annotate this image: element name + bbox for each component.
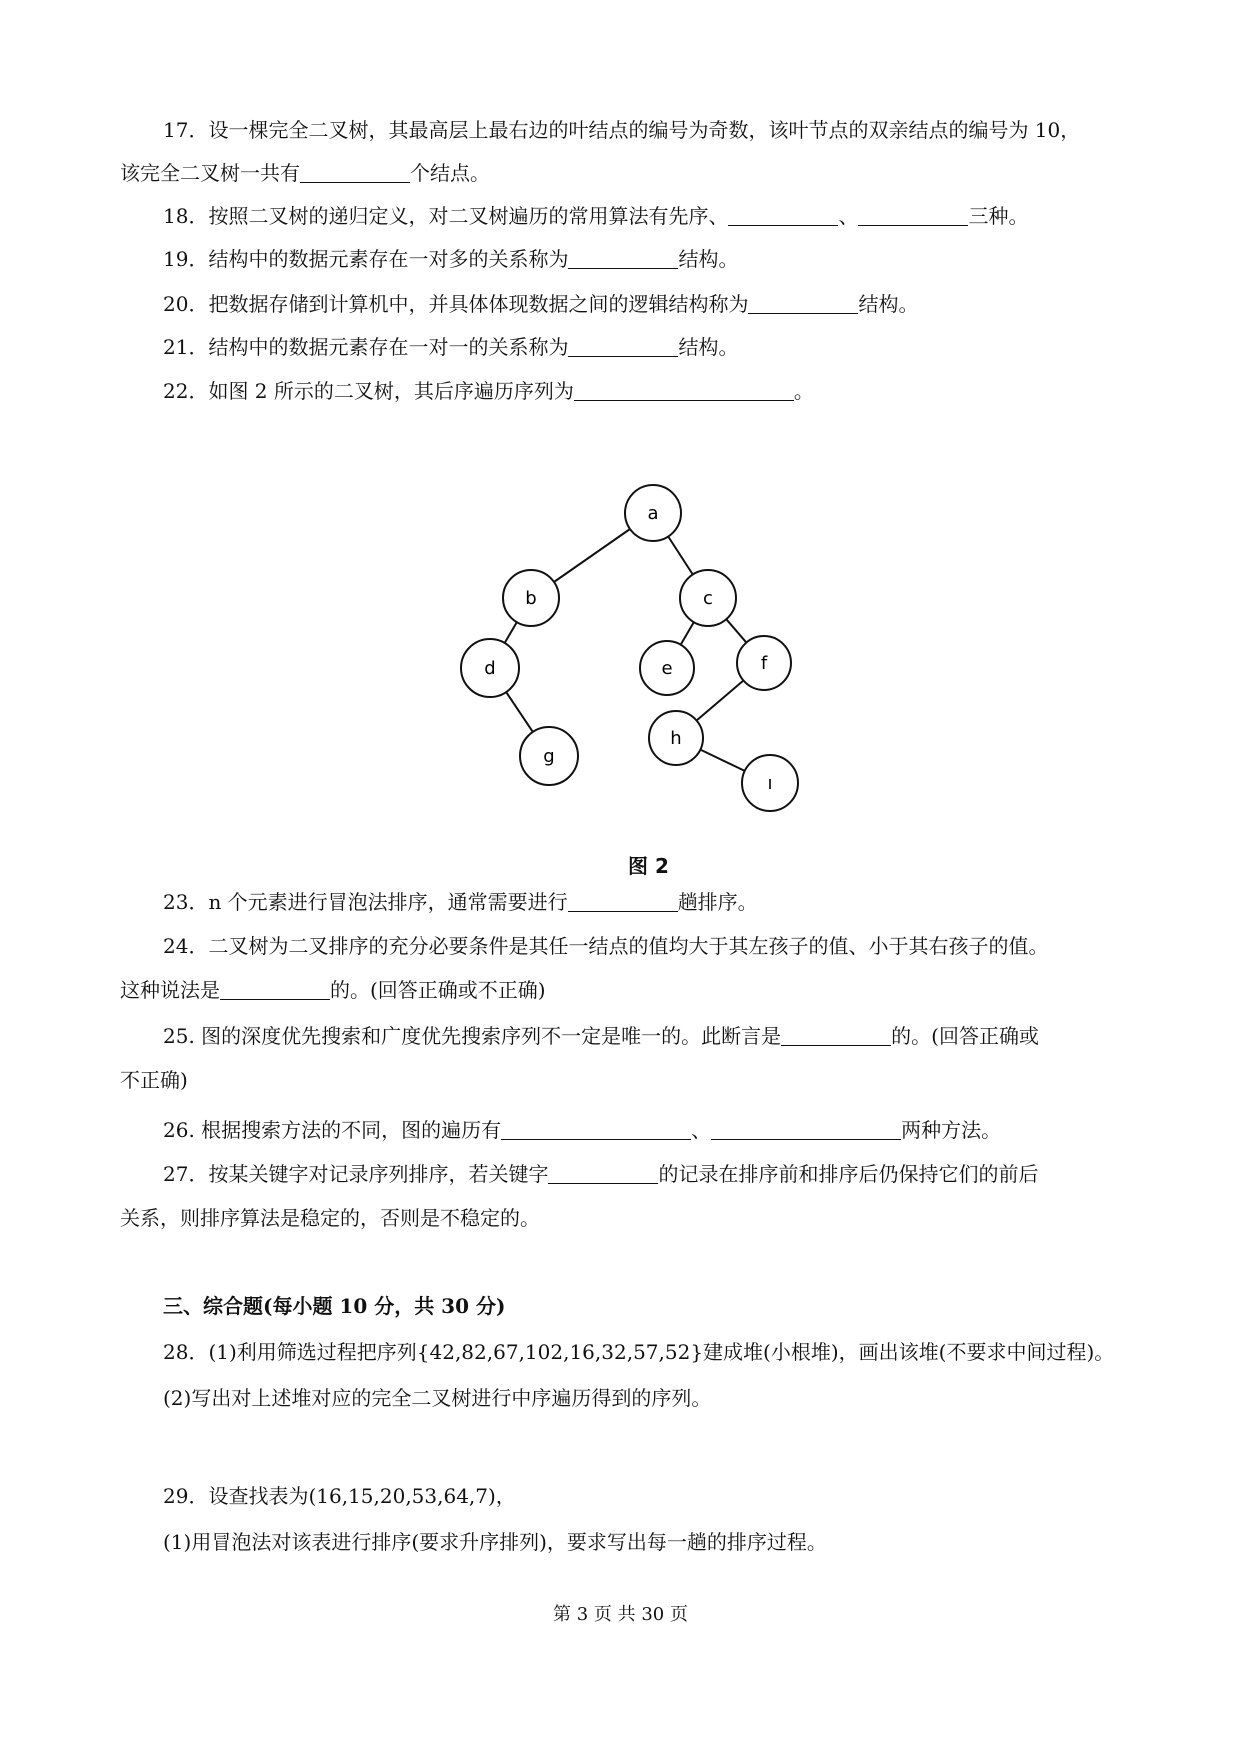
tree-edge-a-c xyxy=(668,537,693,575)
tree-node-label-e: e xyxy=(661,658,673,679)
tree-node-label-c: c xyxy=(703,588,713,609)
q25-answer-blank[interactable] xyxy=(781,1025,891,1046)
q18-text-end: 三种。 xyxy=(968,204,1029,228)
q26-answer-blank-1[interactable] xyxy=(501,1119,691,1140)
tree-edge-b-d xyxy=(505,622,517,643)
q28-line1: 28．(1)利用筛选过程把序列{42,82,67,102,16,32,57,52}建成堆(小根堆)，画出该堆(不要求中间过程)。 xyxy=(163,1340,1115,1364)
q25-line2 xyxy=(120,1066,188,1094)
q26-line xyxy=(163,1116,1001,1144)
q18-line xyxy=(163,202,1028,230)
tree-edge-a-b xyxy=(554,529,630,582)
q18-answer-blank-1[interactable] xyxy=(728,205,838,226)
q27-answer-blank[interactable] xyxy=(548,1163,658,1184)
page-footer: 第 3 页 共 30 页 xyxy=(553,1604,688,1625)
q26-separator: 、 xyxy=(691,1118,712,1142)
tree-edge-d-g xyxy=(506,692,533,732)
q24-line2 xyxy=(120,976,546,1004)
q18-text: 18．按照二叉树的递归定义，对二叉树遍历的常用算法有先序、 xyxy=(163,204,729,228)
tree-node-label-b: b xyxy=(525,588,537,609)
q20-text-end: 结构。 xyxy=(858,292,919,316)
figure-caption: 图 2 xyxy=(628,854,669,878)
q18-answer-blank-2[interactable] xyxy=(858,205,968,226)
tree-node-label-h: h xyxy=(670,728,682,749)
section-3-title: 三、综合题(每小题 10 分，共 30 分) xyxy=(163,1294,506,1318)
q29-line2: (1)用冒泡法对该表进行排序(要求升序排列)，要求写出每一趟的排序过程。 xyxy=(163,1530,827,1554)
q20-answer-blank[interactable] xyxy=(748,293,858,314)
q24-line1 xyxy=(163,932,1048,960)
q28-line2: (2)写出对上述堆对应的完全二叉树进行中序遍历得到的序列。 xyxy=(163,1386,712,1410)
tree-node-label-a: a xyxy=(647,503,659,524)
q17-line1 xyxy=(163,116,1080,144)
tree-node-label-d: d xyxy=(484,658,496,679)
tree-edge-c-e xyxy=(681,622,694,645)
q21-line xyxy=(163,333,738,361)
q29-line1: 29．设查找表为(16,15,20,53,64,7)， xyxy=(163,1484,516,1508)
q19-text-end: 结构。 xyxy=(678,247,739,271)
q20-text: 20．把数据存储到计算机中，并具体体现数据之间的逻辑结构称为 xyxy=(163,292,749,316)
q23-text: 23．n 个元素进行冒泡法排序，通常需要进行 xyxy=(163,890,568,914)
q26-text: 26. 根据搜索方法的不同，图的遍历有 xyxy=(163,1118,502,1142)
q25-line1 xyxy=(163,1022,1039,1050)
q27-line2 xyxy=(120,1204,540,1232)
tree-edge-c-f xyxy=(726,619,746,642)
q17-text-3: 个结点。 xyxy=(410,161,490,185)
tree-node-label-f: f xyxy=(760,653,768,674)
q22-text-end: 。 xyxy=(793,379,814,403)
q22-answer-blank[interactable] xyxy=(574,380,794,401)
q24-text: 24．二叉树为二叉排序的充分必要条件是其任一结点的值均大于其左孩子的值、小于其右孩子的值。 xyxy=(163,934,1049,958)
tree-edge-h-i xyxy=(700,750,744,771)
q17-text-2: 该完全二叉树一共有 xyxy=(120,161,300,185)
q24-answer-blank[interactable] xyxy=(220,979,330,1000)
q24-text-2: 这种说法是 xyxy=(120,978,220,1002)
q19-text: 19．结构中的数据元素存在一对多的关系称为 xyxy=(163,247,569,271)
tree-edge-f-h xyxy=(697,681,744,721)
q27-line1 xyxy=(163,1160,1038,1188)
q24-text-end: 的。(回答正确或不正确) xyxy=(330,978,546,1002)
q17-answer-blank[interactable] xyxy=(300,162,410,183)
q25-text-2: 的。(回答正确或 xyxy=(891,1024,1039,1048)
q19-answer-blank[interactable] xyxy=(568,248,678,269)
q17-line2 xyxy=(120,159,490,187)
q23-answer-blank[interactable] xyxy=(568,891,678,912)
q21-answer-blank[interactable] xyxy=(568,336,678,357)
q21-text-end: 结构。 xyxy=(678,335,739,359)
binary-tree-figure xyxy=(450,470,850,850)
tree-node-label-g: g xyxy=(543,746,555,767)
q26-text-end: 两种方法。 xyxy=(901,1118,1002,1142)
tree-node-label-i: ı xyxy=(767,773,773,794)
q21-text: 21．结构中的数据元素存在一对一的关系称为 xyxy=(163,335,569,359)
q19-line xyxy=(163,245,738,273)
q26-answer-blank-2[interactable] xyxy=(711,1119,901,1140)
q25-text: 25. 图的深度优先搜索和广度优先搜索序列不一定是唯一的。此断言是 xyxy=(163,1024,782,1048)
q23-line xyxy=(163,888,758,916)
q22-text: 22．如图 2 所示的二叉树，其后序遍历序列为 xyxy=(163,379,574,403)
q18-separator: 、 xyxy=(838,204,859,228)
q27-text-2: 的记录在排序前和排序后仍保持它们的前后 xyxy=(658,1162,1039,1186)
q22-line xyxy=(163,377,814,405)
q27-text-end: 关系，则排序算法是稳定的，否则是不稳定的。 xyxy=(120,1206,540,1230)
q17-text: 17．设一棵完全二叉树，其最高层上最右边的叶结点的编号为奇数，该叶节点的双亲结点的编号为 10， xyxy=(163,118,1081,142)
q20-line xyxy=(163,290,918,318)
q27-text: 27．按某关键字对记录序列排序，若关键字 xyxy=(163,1162,549,1186)
q23-text-end: 趟排序。 xyxy=(677,890,758,914)
q25-text-end: 不正确) xyxy=(120,1068,188,1092)
